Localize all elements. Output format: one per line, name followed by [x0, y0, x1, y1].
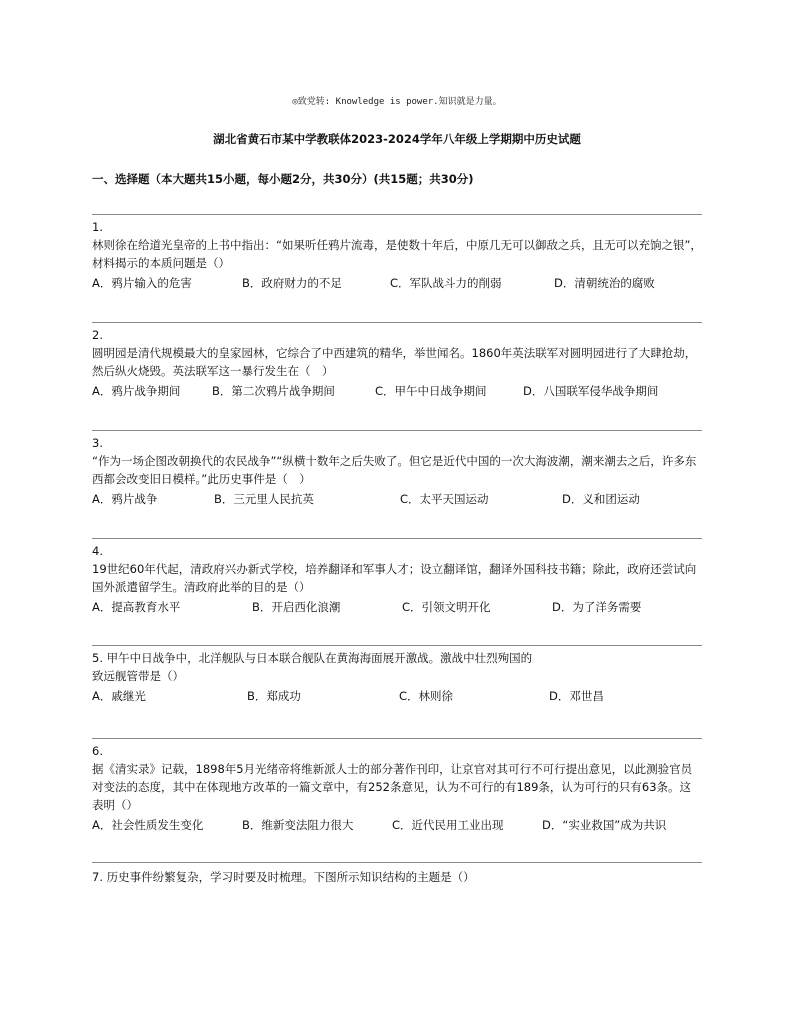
option-d[interactable]: D．邓世昌: [549, 689, 604, 703]
question-2: [92, 322, 702, 400]
question-stem: 圆明园是清代规模最大的皇家园林，它综合了中西建筑的精华，举世闻名。1860年英法联军对圆明园进行了大肆抢劫，然后纵火烧毁。英法联军这一暴行发生在（ ）: [92, 346, 697, 378]
option-d[interactable]: D．“实业救国”成为共识: [542, 818, 667, 832]
option-a[interactable]: A．戚继光: [92, 689, 146, 703]
question-1: [92, 214, 702, 292]
option-a[interactable]: A．鸦片输入的危害: [92, 276, 192, 290]
question-number: 1.: [92, 220, 103, 234]
option-a[interactable]: A．提高教育水平: [92, 600, 181, 614]
options-row: [92, 274, 702, 292]
question-5: [92, 645, 702, 705]
option-b[interactable]: B．政府财力的不足: [242, 276, 342, 290]
option-c[interactable]: C．军队战斗力的削弱: [390, 276, 502, 290]
question-4: [92, 538, 702, 616]
question-stem-line-1: 5. 甲午中日战争中，北洋舰队与日本联合舰队在黄海海面展开激战。激战中壮烈殉国的: [92, 651, 533, 665]
question-7: [92, 862, 702, 886]
option-c[interactable]: C．近代民用工业出现: [392, 818, 504, 832]
question-stem: 19世纪60年代起，清政府兴办新式学校，培养翻译和军事人才；设立翻译馆，翻译外国科技书籍；除此，政府还尝试向国外派遣留学生。清政府此举的目的是（）: [92, 562, 697, 594]
question-6: [92, 738, 702, 834]
option-c[interactable]: C．引领文明开化: [402, 600, 491, 614]
options-row: [92, 598, 702, 616]
question-number: 6.: [92, 744, 103, 758]
option-b[interactable]: B．维新变法阻力很大: [242, 818, 354, 832]
options-row: [92, 687, 702, 705]
option-c[interactable]: C．甲午中日战争期间: [375, 384, 487, 398]
option-d[interactable]: D．为了洋务需要: [552, 600, 642, 614]
option-d[interactable]: D．八国联军侵华战争期间: [523, 384, 659, 398]
option-d[interactable]: D．清朝统治的腐败: [554, 276, 655, 290]
option-b[interactable]: B．第二次鸦片战争期间: [212, 384, 335, 398]
option-d[interactable]: D．义和团运动: [562, 492, 640, 506]
options-row: [92, 490, 702, 508]
option-b[interactable]: B．郑成功: [247, 689, 301, 703]
question-number: 4.: [92, 544, 103, 558]
question-3: [92, 430, 702, 508]
option-a[interactable]: A．鸦片战争期间: [92, 384, 181, 398]
option-c[interactable]: C．林则徐: [399, 689, 454, 703]
question-stem: “作为一场企图改朝换代的农民战争”“纵横十数年之后失败了。但它是近代中国的一次大海波潮，潮来潮去之后，许多东西都会改变旧日模样。”此历史事件是（ ）: [92, 454, 697, 486]
option-a[interactable]: A．社会性质发生变化: [92, 818, 204, 832]
question-stem: 7. 历史事件纷繁复杂，学习时要及时梳理。下图所示知识结构的主题是（）: [92, 870, 475, 884]
option-b[interactable]: B．三元里人民抗英: [214, 492, 314, 506]
options-row: [92, 816, 702, 834]
option-c[interactable]: C．太平天国运动: [400, 492, 489, 506]
question-stem-line-2: 致远舰管带是（）: [92, 669, 184, 683]
section-heading: 一、选择题（本大题共15小题，每小题2分，共30分）(共15题；共30分): [92, 172, 474, 186]
page-title: 湖北省黄石市某中学教联体2023-2024学年八年级上学期期中历史试题: [213, 132, 581, 146]
question-stem: 林则徐在给道光皇帝的上书中指出：“如果听任鸦片流毒，是使数十年后，中原几无可以御敌之兵，且无可以充饷之银”，材料揭示的本质问题是（）: [92, 238, 702, 270]
motto-line: ◎致党转: Knowledge is power.知识就是力量。: [292, 97, 502, 107]
option-a[interactable]: A．鸦片战争: [92, 492, 158, 506]
option-b[interactable]: B．开启西化浪潮: [252, 600, 341, 614]
options-row: [92, 382, 702, 400]
question-number: 2.: [92, 328, 103, 342]
question-number: 3.: [92, 436, 103, 450]
question-stem: 据《清实录》记载，1898年5月光绪帝将维新派人士的部分著作刊印，让京官对其可行不可行提出意见，以此测验官员对变法的态度，其中在体现地方改革的一篇文章中，有252条意见，认为不可行的有189条，认为可行的只有63条。这表明（）: [92, 762, 693, 812]
